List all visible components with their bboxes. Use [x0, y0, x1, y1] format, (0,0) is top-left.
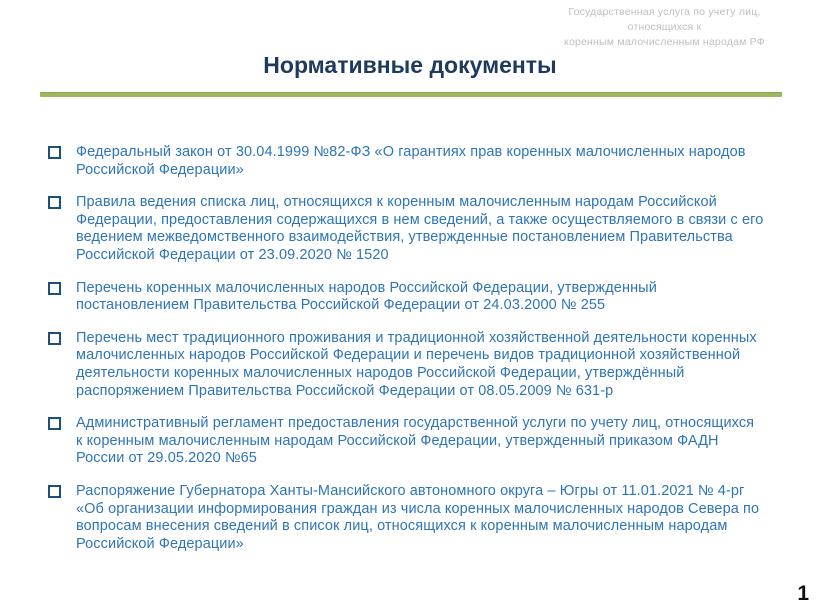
document-text: Распоряжение Губернатора Ханты-Мансийского автономного округа – Югры от 11.01.2021 № 4-рг «Об организации информирования граждан из числа коренных малочисленных народов Севера по вопросам внесения сведений в список лиц, относящихся к коренным малочисленным народам Российской Федерации»	[76, 482, 760, 552]
square-bullet-icon	[48, 332, 61, 345]
list-item	[48, 194, 764, 264]
header-service-note-line2: коренным малочисленным народам РФ	[564, 36, 765, 48]
square-bullet-icon	[48, 146, 61, 159]
document-text: Административный регламент предоставления государственной услуги по учету лиц, относящихся к коренным малочисленным народам Российской Федерации, утвержденный приказом ФАДН России от 29.05.2020 №65	[76, 415, 755, 467]
square-bullet-icon	[48, 196, 61, 209]
list-item	[48, 330, 764, 400]
square-bullet-icon	[48, 282, 61, 295]
list-item	[48, 280, 764, 315]
document-text: Перечень мест традиционного проживания и традиционной хозяйственной деятельности коренных малочисленных народов Российской Федерации и перечень видов традиционной хозяйственной деятельности коренных малочисленных народов Российской Федерации, утверждённый распоряжением Правительства Российской Федерации от 08.05.2009 № 631-р	[76, 329, 757, 399]
page-number: 1	[797, 582, 809, 605]
document-text: Федеральный закон от 30.04.1999 №82-ФЗ «О гарантиях прав коренных малочисленных народов Российской Федерации»	[76, 144, 746, 178]
documents-list	[48, 144, 764, 568]
list-item	[48, 415, 764, 468]
square-bullet-icon	[48, 485, 61, 498]
document-text: Правила ведения списка лиц, относящихся к коренным малочисленным народам Российской Федерации, предоставления содержащихся в нем сведений, а также осуществляемого в связи с его ведением межведомственного взаимодействия, утвержденные постановлением Правительства Российской Федерации от 23.09.2020 № 1520	[76, 194, 764, 263]
list-item	[48, 483, 764, 553]
title-divider-rule	[40, 92, 782, 97]
document-text: Перечень коренных малочисленных народов Российской Федерации, утвержденный постановлением Правительства Российской Федерации от 24.03.2000 № 255	[76, 279, 657, 314]
header-service-note	[537, 5, 792, 50]
page-title: Нормативные документы	[263, 52, 557, 78]
header-service-note-line1: Государственная услуга по учету лиц, относящихся к	[568, 6, 761, 33]
list-item	[48, 144, 764, 179]
square-bullet-icon	[48, 417, 61, 430]
